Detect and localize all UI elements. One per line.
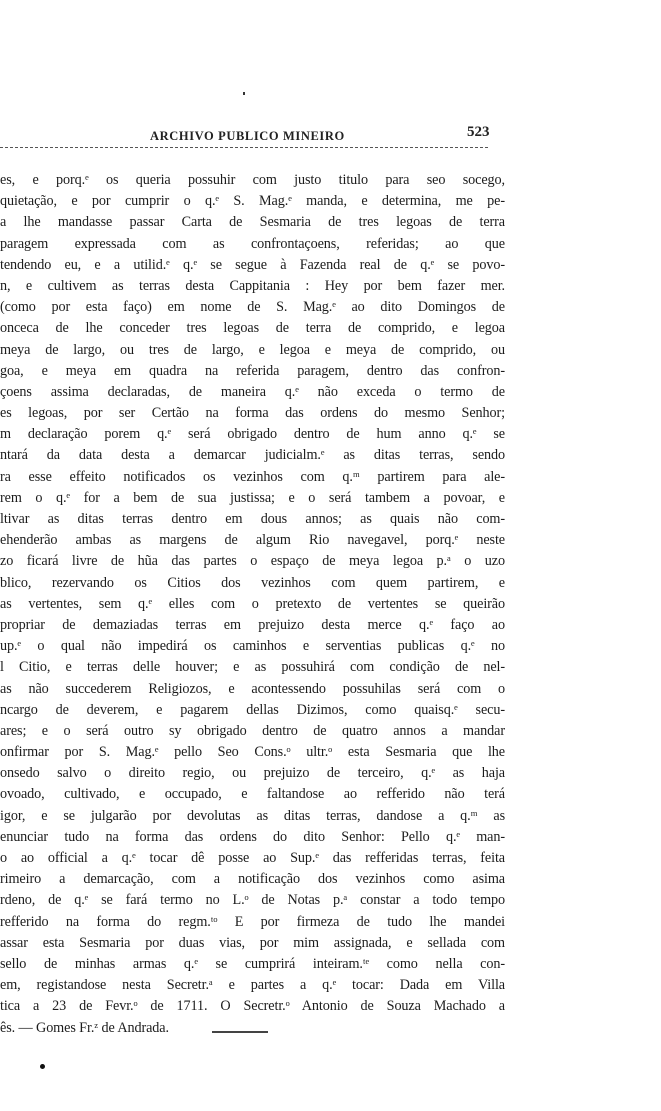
text-line: meya de largo, ou tres de largo, e legoa e meya de comprido, ou [0, 341, 505, 358]
text-line: a lhe mandasse passar Carta de Sesmaria de tres legoas de terra [0, 214, 505, 231]
text-line: assar esta Sesmaria por duas vias, por mim assignada, e sellada com [0, 934, 505, 951]
body-text [0, 170, 505, 1039]
text-line: rimeiro a demarcação, com a notificação dos vezinhos como asima [0, 871, 505, 888]
text-line: es legoas, por ser Certão na forma das ordens do mesmo Senhor; [0, 405, 505, 422]
text-line: onsedo salvo o direito regio, ou prejuizo de terceiro, q.ᵉ as haja [0, 765, 505, 782]
text-line: ehenderão ambas as margens de algum Rio navegavel, porq.ᵉ neste [0, 532, 505, 549]
text-line: ovoado, cultivado, e occupado, e faltandose ao refferido não terá [0, 786, 505, 803]
text-line: goa, e meya em quadra na referida paragem, dentro das confron- [0, 362, 505, 379]
text-line: rem o q.ᵉ for a bem de sua justissa; e o será tambem a povoar, e [0, 489, 505, 506]
text-line: ra esse effeito notificados os vezinhos com q.ᵐ partirem para ale- [0, 468, 505, 485]
text-line: igor, e se julgarão por devolutas as ditas terras, dandose a q.ᵐ as [0, 807, 505, 824]
text-line: rdeno, de q.ᵉ se fará termo no L.ᵒ de Notas p.ᵃ constar a todo tempo [0, 892, 505, 909]
text-line: refferido na forma do regm.ᵗᵒ E por firmeza de tudo lhe mandei [0, 913, 505, 930]
text-line: l Citio, e terras delle houver; e as possuhirá com condição de nel- [0, 659, 505, 676]
header-rule [0, 147, 488, 148]
text-line: quietação, e por cumprir o q.ᵉ S. Mag.ᵉ manda, e determina, me pe- [0, 193, 505, 210]
text-line: ntará da data desta a demarcar judicialm.ᵉ as ditas terras, sendo [0, 447, 505, 464]
text-line: es, e porq.ᵉ os queria possuhir com justo titulo para seo socego, [0, 172, 505, 188]
text-line: blico, rezervando os Citios dos vezinhos com quem partirem, e [0, 574, 505, 591]
text-line: (como por esta faço) em nome de S. Mag.ᵉ ao dito Domingos de [0, 299, 505, 316]
running-header-title: ARCHIVO PUBLICO MINEIRO [150, 129, 345, 143]
footer-rule [212, 1031, 268, 1033]
text-line: onfirmar por S. Mag.ᵉ pello Seo Cons.ᵒ ultr.ᵒ esta Sesmaria que lhe [0, 744, 505, 761]
text-line: em, registandose nesta Secretr.ᵃ e partes a q.ᵉ tocar: Dada em Villa [0, 977, 505, 994]
text-line: m declaração porem q.ᵉ será obrigado dentro de hum anno q.ᵉ se [0, 426, 505, 443]
text-line: up.ᵉ o qual não impedirá os caminhos e serventias publicas q.ᵉ no [0, 638, 505, 655]
text-line: ncargo de deverem, e pagarem dellas Dizimos, como quaisq.ᵉ secu- [0, 701, 505, 718]
text-line: enunciar tudo na forma das ordens do dito Senhor: Pello q.ᵉ man- [0, 828, 505, 845]
text-line: o ao official a q.ᵉ tocar dê posse ao Sup.ᵉ das refferidas terras, feita [0, 850, 505, 866]
text-line: ês. — Gomes Fr.ᶻ de Andrada. [0, 1019, 169, 1036]
text-line: ares; e o será outro sy obrigado dentro de quatro annos a mandar [0, 722, 505, 739]
margin-dot [40, 1064, 45, 1069]
text-line: zo ficará livre de hũa das partes o espaço de meya legoa p.ᵃ o uzo [0, 553, 505, 570]
text-line: onceca de lhe conceder tres legoas de terra de comprido, e legoa [0, 320, 505, 337]
text-line: n, e cultivem as terras desta Cappitania : Hey por bem fazer mer. [0, 277, 505, 294]
text-line: as não succederem Religiozos, e acontessendo possuhilas será com o [0, 680, 505, 697]
text-line: çoens assima declaradas, de maneira q.ᵉ não exceda o termo de [0, 383, 505, 400]
text-line: sello de minhas armas q.ᵉ se cumprirá inteiram.ᵗᵉ como nella con- [0, 955, 505, 972]
text-line: as vertentes, sem q.ᵉ elles com o pretexto de vertentes se queirão [0, 595, 505, 612]
text-line: tica a 23 de Fevr.ᵒ de 1711. O Secretr.ᵒ Antonio de Souza Machado a [0, 998, 505, 1015]
text-line: ltivar as ditas terras dentro em dous annos; as quais não com- [0, 511, 505, 527]
text-line: propriar de demaziadas terras em prejuizo desta merce q.ᵉ faço ao [0, 616, 505, 633]
page-number: 523 [467, 124, 490, 140]
page-header [0, 124, 661, 148]
text-line: tendendo eu, e a utilid.ᵉ q.ᵉ se segue à Fazenda real de q.ᵉ se povo- [0, 256, 505, 273]
ink-speck [243, 92, 245, 95]
text-line: paragem expressada com as confrontaçoens, referidas; ao que [0, 235, 505, 252]
